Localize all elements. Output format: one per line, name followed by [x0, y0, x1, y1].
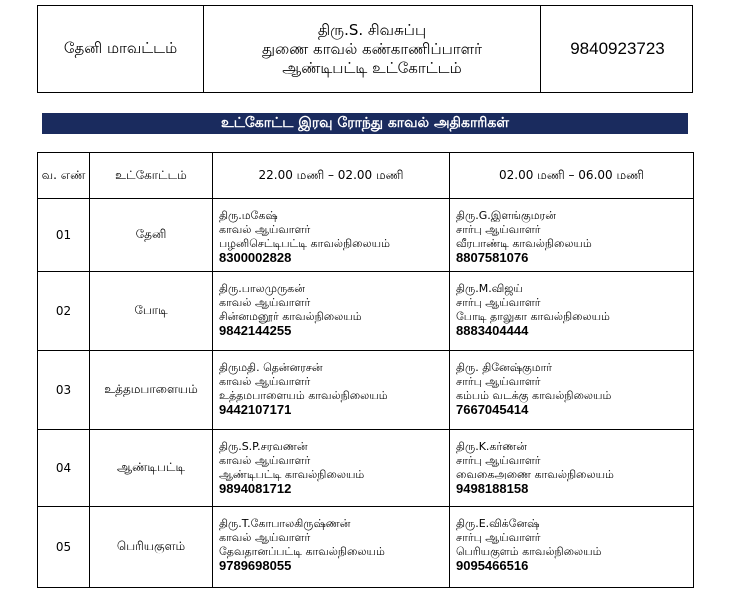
officer-rank: காவல் ஆய்வாளர் — [219, 531, 311, 544]
officer-phone: 9789698055 — [219, 558, 292, 573]
officer-rank: சார்பு ஆய்வாளர் — [456, 454, 541, 467]
officer-station: போடி தாலுகா காவல்நிலையம் — [456, 310, 610, 323]
officer-name: திரு. தினேஷ்குமார் — [456, 361, 553, 374]
patrol-table — [37, 152, 694, 588]
officer-rank: சார்பு ஆய்வாளர் — [456, 375, 541, 388]
officer-station: உத்தமபாளையம் காவல்நிலையம் — [219, 389, 388, 402]
officer-station: சின்னமனூர் காவல்நிலையம் — [219, 310, 362, 323]
shift2-officer — [450, 272, 694, 351]
table-row — [38, 272, 694, 351]
shift2-officer — [450, 430, 694, 507]
officer-station: ஆண்டிபட்டி காவல்நிலையம் — [219, 468, 365, 481]
officer-name: திரு.T.கோபாலகிருஷ்ணன் — [219, 517, 351, 530]
officer-rank: சார்பு ஆய்வாளர் — [456, 531, 541, 544]
officer-name: திரு.S.P.சரவணன் — [219, 440, 308, 453]
row-division: உத்தமபாளையம் — [90, 351, 213, 430]
officer-phone: 9442107171 — [219, 402, 292, 417]
officer-phone: 7667045414 — [456, 402, 529, 417]
officer-station: தேவதானப்பட்டி காவல்நிலையம் — [219, 545, 385, 558]
row-sno: 02 — [38, 272, 90, 351]
section-banner: உட்கோட்ட இரவு ரோந்து காவல் அதிகாரிகள் — [42, 113, 688, 134]
officer-rank: காவல் ஆய்வாளர் — [219, 454, 311, 467]
officer-station: பழனிசெட்டிபட்டி காவல்நிலையம் — [219, 237, 390, 250]
shift2-officer — [450, 351, 694, 430]
officer-name: திரு.பாலமுருகன் — [219, 282, 305, 295]
row-sno: 03 — [38, 351, 90, 430]
officer-station: கம்பம் வடக்கு காவல்நிலையம் — [456, 389, 612, 402]
row-sno: 05 — [38, 507, 90, 588]
officer-phone: 8883404444 — [456, 323, 529, 338]
officer-phone: 9842144255 — [219, 323, 292, 338]
officer-station: வைகைஅணை காவல்நிலையம் — [456, 468, 614, 481]
officer-division: ஆண்டிபட்டி உட்கோட்டம் — [282, 58, 462, 77]
shift1-officer — [213, 272, 450, 351]
header-shift2: 02.00 மணி – 06.00 மணி — [450, 153, 694, 199]
officer-name: திரு.G.இளங்குமரன் — [456, 209, 556, 222]
officer-rank: சார்பு ஆய்வாளர் — [456, 296, 541, 309]
officer-name: திரு.S. சிவசுப்பு — [317, 20, 427, 39]
shift1-officer — [213, 351, 450, 430]
district-name: தேனி மாவட்டம் — [38, 6, 204, 92]
row-division: ஆண்டிபட்டி — [90, 430, 213, 507]
officer-name: திருமதி. தென்னரசன் — [219, 361, 323, 374]
officer-rank: காவல் ஆய்வாளர் — [219, 296, 311, 309]
officer-name: திரு.K.கர்ணன் — [456, 440, 527, 453]
officer-station: பெரியகுளம் காவல்நிலையம் — [456, 545, 602, 558]
officer-title: துணை காவல் கண்காணிப்பாளர் — [261, 39, 483, 58]
table-row — [38, 351, 694, 430]
table-row — [38, 199, 694, 272]
table-row — [38, 507, 694, 588]
row-division: தேனி — [90, 199, 213, 272]
officer-block — [204, 6, 541, 92]
shift1-officer — [213, 507, 450, 588]
header-sno: வ. எண் — [38, 153, 90, 199]
row-sno: 01 — [38, 199, 90, 272]
header-division: உட்கோட்டம் — [90, 153, 213, 199]
officer-name: திரு.M.விஜய் — [456, 282, 523, 295]
officer-station: வீரபாண்டி காவல்நிலையம் — [456, 237, 592, 250]
officer-phone: 9894081712 — [219, 481, 292, 496]
officer-phone: 9095466516 — [456, 558, 529, 573]
row-sno: 04 — [38, 430, 90, 507]
row-division: போடி — [90, 272, 213, 351]
officer-phone: 8300002828 — [219, 250, 292, 265]
shift2-officer — [450, 507, 694, 588]
officer-phone: 8807581076 — [456, 250, 529, 265]
officer-name: திரு.மகேஷ் — [219, 209, 278, 222]
shift1-officer — [213, 199, 450, 272]
shift1-officer — [213, 430, 450, 507]
officer-phone: 9498188158 — [456, 481, 529, 496]
officer-phone: 9840923723 — [570, 39, 665, 58]
officer-rank: காவல் ஆய்வாளர் — [219, 375, 311, 388]
shift2-officer — [450, 199, 694, 272]
table-header-row — [38, 153, 694, 199]
row-division: பெரியகுளம் — [90, 507, 213, 588]
header-box — [37, 5, 693, 93]
table-row — [38, 430, 694, 507]
officer-name: திரு.E.விக்னேஷ் — [456, 517, 540, 530]
officer-rank: சார்பு ஆய்வாளர் — [456, 223, 541, 236]
officer-rank: காவல் ஆய்வாளர் — [219, 223, 311, 236]
header-shift1: 22.00 மணி – 02.00 மணி — [213, 153, 450, 199]
